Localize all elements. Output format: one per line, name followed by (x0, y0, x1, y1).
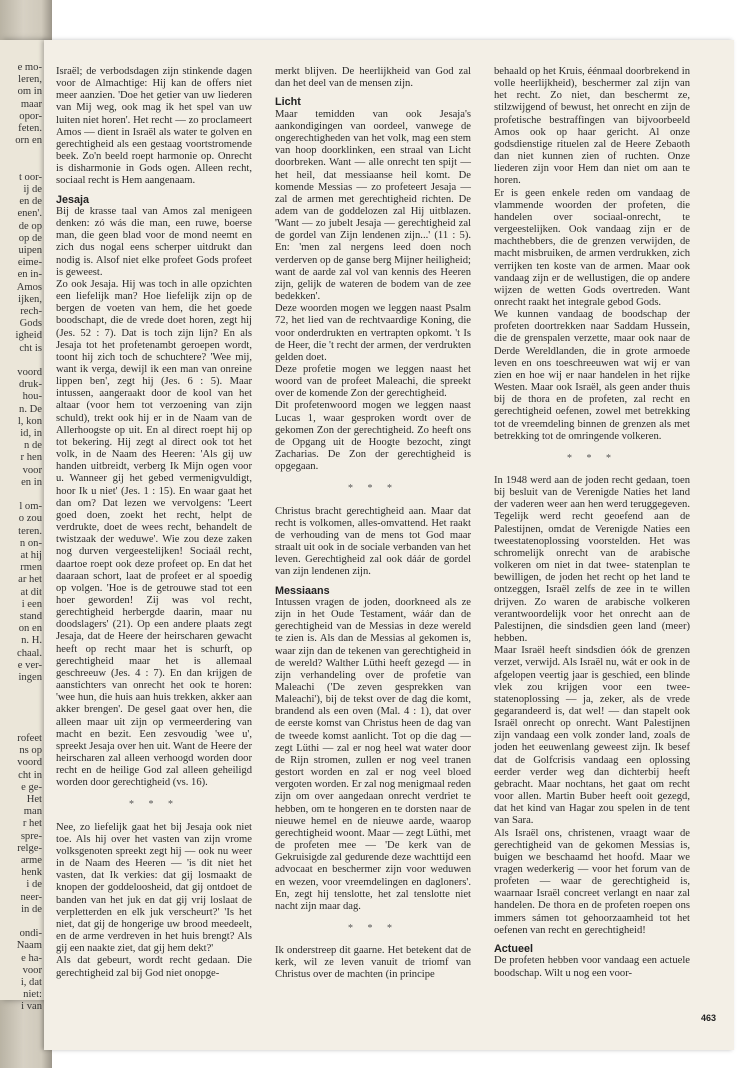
previous-page-fragment: n. H. (21, 635, 42, 647)
previous-page-fragment: r hen (20, 452, 42, 464)
previous-page-fragment: at hij (20, 550, 42, 561)
previous-page-fragment: cht is (19, 342, 42, 354)
previous-page-fragment: l om- (19, 501, 42, 513)
previous-page-fragment: on en (18, 623, 42, 635)
previous-page-fragment: n de (24, 440, 42, 452)
previous-page-fragment: n on- (19, 537, 42, 549)
paragraph: Maar temidden van ook Jesaja's aankondigingen van oordeel, vanwege de ongerechtigheden van het volk, mag een stem van hoop doorklinken, een straal van Licht doorbreken. Want — alle onrecht ten spijt — het heil, dat messiaanse heil komt. De komende Messias — zo profeteert Jesaja — zal de armen met gerechtigheid richten. De adem van de goddelozen zal Hij uitblazen. 'Want — zo jubelt Jesaja — gerechtigheid zal de gordel van Zijn lendenen zijn...' (11 : 5). En: 'men zal nergens leed doen noch verderven op de ganse berg Mijner heiligheid; want de aarde zal vol van kennis des Heeren zijn, gelijk de wateren de bodem van de zee bedekken'. (275, 108, 471, 303)
previous-page-fragment: cht in (18, 769, 42, 781)
paragraph: De profeten hebben voor vandaag een actuele boodschap. Wilt u nog een voor- (494, 955, 690, 979)
text-column-middle (275, 66, 471, 982)
previous-page-fragment: niet: (23, 989, 42, 1001)
paragraph: Deze profetie mogen we leggen naast het woord van de profeet Maleachi, die spreekt over de komende Zon der gerechtigheid. (275, 364, 471, 400)
previous-page-fragment: henk (21, 867, 42, 879)
previous-page-fragment: feten. (18, 123, 42, 134)
paragraph: We kunnen vandaag de boodschap der profeten doortrekken naar Saddam Hussein, die de grenspalen verzette, maar ook naar de Derde Wereldlanden, die in grote armoede leven en ons toeschreeuwen wat wij er van zien en hoe wij er naar handelen in het rijke Westen. Maar ook Israël, als geen ander thuis bij de thora en de profeten, zal recht en gerechtigheid oefenen, zowel met betrekking tot de vreemdeling binnen de grenzen als met betrekking tot de omringende volkeren. (494, 309, 690, 442)
previous-page-fragment: ingen (18, 672, 42, 683)
paragraph: Bij de krasse taal van Amos zal menigeen denken: zó wás die man, een ruwe, boerse man, die geen blad voor de mond neemt en zich dus nogal eens scherper uitdrukt dan nodig is. Alsof niet elke profeet Gods profeet is geweest. (56, 205, 252, 278)
previous-page-fragment: enen'. (17, 208, 42, 220)
previous-page-fragment: leren, (18, 74, 42, 86)
previous-page-fragment: o zou (18, 513, 42, 525)
previous-page-fragment: i een (21, 598, 42, 610)
previous-page-fragment: om in (17, 86, 42, 98)
previous-page-fragment: en in (21, 476, 42, 488)
previous-page-fragment: igheid (15, 330, 42, 342)
previous-page-edge (0, 40, 44, 1013)
paragraph: Dit profetenwoord mogen we leggen naast Lucas 1, waar gesproken wordt over de gekomen Zon der gerechtigheid. Zo heeft ons de Opgang uit de Hoogte bezocht, zingt Zacharias. De Zon der gerechtigheid is opgegaan. (275, 400, 471, 473)
previous-page-fragment: maar (20, 98, 42, 110)
section-divider: * * * (348, 483, 398, 495)
previous-page-fragment: spre- (20, 830, 42, 842)
previous-page-fragment: uipen (18, 245, 42, 256)
previous-page-fragment: e ha- (21, 952, 42, 964)
previous-page-fragment: teren. (18, 525, 42, 537)
previous-page-fragment: orn en (15, 135, 42, 147)
previous-page-fragment: op de (18, 232, 42, 244)
previous-page-fragment: en in- (17, 269, 42, 281)
previous-page-fragment: eime- (17, 257, 42, 269)
previous-page-fragment: l, kon (17, 415, 42, 427)
previous-page-fragment: i de (26, 879, 42, 891)
previous-page-fragment: arme (20, 855, 42, 866)
page (44, 40, 734, 1050)
paragraph: Als Israël ons, christenen, vraagt waar de gerechtigheid van de gekomen Messias is, buigen we beschaamd het hoofd. Maar we vragen wederkerig — voor het forum van de profeten — waar de gerechtigheid is, waarnaar Israël concreet verlangt en naar zal handelen. De thora en de profeten roepen ons immers sámen tot gehoorzaamheid tot het oefenen van recht en gerechtigheid! (494, 827, 690, 936)
previous-page-fragment: i, dat (20, 977, 42, 988)
paragraph: Intussen vragen de joden, doorkneed als ze zijn in het Oude Testament, wáár dan de gerechtigheid van de Messias in deze wereld te zien is. Als dan de Messias al gekomen is, waar zijn dan de tekenen van gerechtigheid in de wereld? Walther Lüthi heeft gezegd — in zijn verhandeling over de profetie van Maleachi ('De zeven gesprekken van Maleachi'), bij de tekst over de dag die komt, brandend als een oven (Mal. 4 : 1), dat over de eerste komst van Christus heen de dag van de tweede komst aanlicht. Tot op die dag — zegt Lüthi — zal er nog heel wat water door de Rijn stromen, zullen er nog veel tranen gestort worden en zal er nog veel bloed vergoten worden. Er zal nog menigmaal reden zijn om over aangedaan onrecht verdriet te hebben, om te hongeren en te dorsten naar de nieuwe hemel en de nieuwe aarde, waarop gerechtigheid woont. Maar — zegt Lüthi, met de profeten mee — 'De kerk van de Gekruisigde zal gedurende deze wachttijd een advocaat en beschermer zijn voor weduwen en wezen, voor vreemdelingen en dagloners'. En, zegt hij tenslotte, het zal tenslotte niet nacht zijn maar dag. (275, 596, 472, 912)
previous-page-fragment: ns op (19, 745, 42, 757)
paragraph: merkt blijven. De heerlijkheid van God zal dan het deel van de mensen zijn. (275, 66, 471, 90)
section-heading: Actueel (494, 942, 534, 955)
previous-page-fragment: voor (22, 464, 42, 476)
paragraph: Er is geen enkele reden om vandaag de vlammende woorden der profeten, die handelen over sociaal-onrecht, te vergeestelijken. Ook vandaag zijn er de machthebbers, die de grenzen verwijden, de macht misbruiken, de armen verdrukken, zich verrijken ten koste van de armen. Maar ook vandaag zijn er de wellustigen, die op andere wijzen de wetten Gods overtreden. Want onrecht raakt het integrale gebod Gods. (494, 187, 690, 308)
previous-page-fragment: ijken, (18, 293, 42, 305)
paragraph: behaald op het Kruis, éénmaal doorbrekend in volle heerlijkheid), beschermer zal zijn van het recht. Zo niet, dan beschermt ze, stilzwijgend of bewust, het onrecht en zijn de profetische bestraffingen van bijvoorbeeld Amos ook op haar gericht. Al onze godsdienstige rituelen zal de Heere Zebaoth dan niet kunnen zien of ruchten. Onze liederen zijn voor Hem dan niet om aan te horen. (494, 66, 690, 187)
paragraph: Zo ook Jesaja. Hij was toch in alle opzichten een liefelijk man? Hoe liefelijk zijn op de bergen de voeten van hem, die het goede boodschapt, die de vrede doet horen, zegt hij (Jes. 52 : 7). Dat is toch zijn lijn? En als Jesaja tot het profetenambt geroepen wordt, toont hij zich toch de schuchtere? 'Wee mij, want ik verga, dewijl ik een man van onreine lippen ben', zegt hij (Jes. 6 : 5). Maar intussen, aangeraakt door de kool van het altaar (voor hem tot verzoening van zijn schuld), trekt ook hij er in de Naam van de Allerhoogste op uit. En al direct roept hij op tot bekering. Hij zegt al direct ook tot het volk, in de Naam des Heeren: 'Als gij uw handen uitbreidt, verberg Ik Mijn ogen voor u. Wanneer gij het gebed vermenigvuldigt, hoor Ik u niet' (Jes. 1 : 15). En waar gaat het dan om? Dat lezen we vervolgens: 'Leert goed doen, zoekt het recht, helpt de verdrukte, doet de wees recht, behandelt de twistzaak der weduwe'. Wie zou deze zaken nog durven vergeestelijken! Sociaál recht, daartoe roept ook deze profeet op. En dat het daaraan schort, laat de profeet er al spoedig op volgen. 'Hoe is de getrouwe stad tot een hoer geworden! Zij was vol recht, gerechtigheid herbergde daarin, maar nu doodslagers' (21). Op een andere plaats zegt Jesaja, dat de Heere der heirscharen gewacht heeft op recht maar het is schurft, op gerechtigheid maar het is allemaal geschreeuw (Jes. 4 : 7). En dan krijgen de aanstichters van onrecht het ook te horen: 'wee hun, die huis aan huis trekken, akker aan akker brengen'. De gesel gaat over hen, die alleen maar uit zijn op vermeerdering van macht en bezit. Een zesvoudig 'wee u', spreekt Jesaja over hen uit. Want de Heere der heirscharen zal alleen verhoogd worden door recht en de heilige God zal alleen geheiligd worden door gerechtigheid (vs. 16). (56, 278, 252, 789)
section-divider: * * * (129, 799, 179, 811)
previous-page-fragment: n. De (19, 403, 42, 415)
paragraph: Als dat gebeurt, wordt recht gedaan. Die gerechtigheid zal bij God niet onopge- (56, 955, 252, 979)
previous-page-fragment: Naam (16, 940, 42, 952)
previous-page-fragment: i van (21, 1001, 42, 1013)
previous-page-fragment: r het (22, 818, 42, 830)
previous-page-fragment: hou- (22, 391, 42, 403)
previous-page-fragment: rofeet (17, 733, 42, 744)
previous-page-fragment: voord (17, 367, 42, 378)
previous-page-fragment: e ver- (17, 659, 42, 671)
previous-page-fragment: ij de (23, 184, 42, 195)
previous-page-fragment: de op (18, 220, 42, 232)
paragraph: Israël; de verbodsdagen zijn stinkende dagen voor de Almachtige: Hij kan de offers niet meer aanzien. 'Doe het getier van uw liederen van Mij weg, ook mag ik het spel van uw luiten niet horen'. Het recht — zo proclameert Amos — dient in Israël als water te golven en gerechtigheid als een gestaag voortstromende beek. Zo'n beeld roept harmonie op. Onrecht is disharmonie in Gods ogen. Alleen recht, sociaal recht is Hem aangenaam. (56, 66, 252, 187)
previous-page-fragment: Amos (16, 281, 42, 293)
previous-page-fragment: e ge- (21, 781, 42, 793)
previous-page-fragment: rech- (20, 306, 42, 317)
text-column-right (494, 66, 690, 980)
section-heading: Jesaja (56, 193, 90, 206)
paragraph: Maar Israël heeft sindsdien óók de grenzen verzet, verwijd. Als Israël nu, wát er ook in de afgelopen veertig jaar is geschied, een blinde vlek zou krijgen voor een twee-statenoplossing — ja, zeker, als de vrede gegarandeerd is, dat wel! — dan stapelt ook Israël onrecht op onrecht. Want Palestijnen zijn vandaag een volk zonder land, zoals de joden het eeuwenlang geweest zijn. Ik besef dat de Golfcrisis vandaag een oplossing eerder verder weg dan dichterbij heeft gebracht. Maar nochtans, het gaat om recht voor allen. Martin Buber heeft ooit gezegd, dat het kind van Hagar zou spelen in de tent van Sara. (494, 645, 690, 827)
section-divider: * * * (567, 452, 617, 464)
previous-page-fragment: man (23, 806, 42, 818)
section-divider: * * * (348, 922, 398, 934)
paragraph: Christus bracht gerechtigheid aan. Maar dat recht is volkomen, alles-omvattend. Het raakt de verhouding van de mens tot God maar straalt uit ook in de sociale verbanden van het leven. Gerechtigheid zal ook dáár de gordel van zijn lendenen zijn. (275, 505, 471, 578)
previous-page-fragment: ondi- (19, 928, 42, 940)
previous-page-fragment: stand (19, 611, 42, 622)
previous-page-fragment: chaal. (17, 647, 42, 659)
previous-page-fragment: voor (22, 964, 42, 976)
section-heading: Messiaans (275, 584, 330, 597)
previous-page-fragment: e mo- (17, 62, 42, 73)
page-number: 463 (700, 1013, 716, 1023)
text-column-left (56, 66, 252, 980)
paragraph: Deze woorden mogen we leggen naast Psalm 72, het lied van de rechtvaardige Koning, die voor onderdrukten en vertrapten opkomt. 't Is de Heer, die 't recht der armen, der verdrukten gelden doet. (275, 303, 471, 363)
previous-page-fragment: at dit (20, 586, 42, 598)
previous-page-fragment: druk- (19, 379, 42, 391)
previous-page-fragment: en de (19, 196, 42, 208)
previous-page-fragment: Gods (19, 318, 42, 330)
previous-page-fragment: t oor- (18, 171, 42, 183)
previous-page-fragment: relge- (17, 842, 42, 854)
paragraph: In 1948 werd aan de joden recht gedaan, toen bij besluit van de Verenigde Naties het land der vaderen weer aan hen werd teruggegeven. Tegelijk werd recht geoefend aan de Palestijnen, omdat de Verenigde Naties een tweestatenoplossing voorstelden. Het was schromelijk onrecht van de arabische volkeren om niet in dat twee- statenplan te bewilligen, de joden het recht op het land te ontzeggen, Israël zelfs de zee in te willen drijven. Zo waren de arabische volkeren verantwoordelijk voor het onrecht aan de Palestijnen, die sindsdien geen land (meer) hebben. (494, 475, 690, 645)
previous-page-fragment: neer- (20, 891, 42, 903)
previous-page-fragment: voord (17, 757, 42, 769)
previous-page-fragment: rmen (20, 562, 42, 574)
paragraph: Nee, zo liefelijk gaat het bij Jesaja ook niet toe. Als hij over het vasten van zijn vrome volksgenoten spreekt zegt hij — ook nu weer in de Naam des Heeren — 'is dit niet het vasten, dat Ik verkies: dat gij losmaakt de knopen der goddeloosheid, dat gij ontdoet de banden van het juk en dat gij vrij loslaat de verpletterden en elk juk verscheurt?' 'Is het niet, dat gij de hongerige uw brood meedeelt, en de arme verdreven in het huis brengt? Als gij een naakte ziet, dat gij hem dekt?' (56, 821, 252, 955)
previous-page-fragment: Het (26, 794, 42, 805)
previous-page-fragment: ar het (18, 574, 42, 586)
section-heading: Licht (275, 96, 301, 109)
previous-page-fragment: in de (21, 903, 42, 915)
paragraph: Ik onderstreep dit gaarne. Het betekent dat de kerk, wil ze leven vanuit de triomf van Christus over de machten (in principe (275, 945, 471, 981)
previous-page-fragment: id, in (20, 428, 42, 439)
previous-page-fragment: opor- (19, 110, 42, 122)
